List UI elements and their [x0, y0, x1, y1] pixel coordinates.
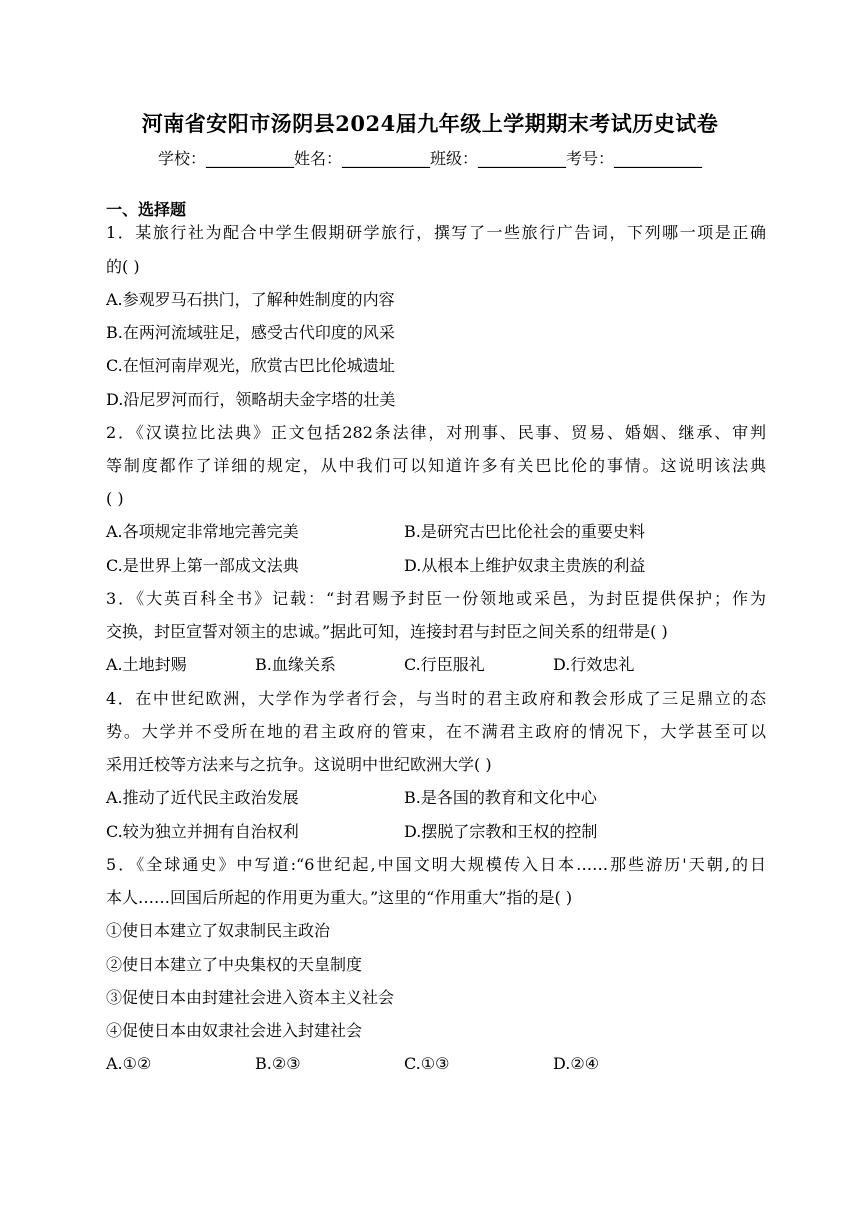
- question-5-line-1: 5．《全球通史》中写道:“6世纪起,中国文明大规模传入日本……那些游历'天朝,的日: [106, 855, 766, 874]
- student-info-line: [0, 146, 860, 169]
- question-4-option-c: C.较为独立并拥有自治权利: [106, 822, 299, 841]
- section-heading: 一、选择题: [106, 200, 187, 219]
- question-3-line-1: 3．《大英百科全书》记载：“封君赐予封臣一份领地或采邑，为封臣提供保护；作为: [106, 589, 766, 608]
- student-info-text: 学校：___________姓名：___________班级：___________考号：___________: [157, 149, 702, 168]
- question-3-option-d: D.行效忠礼: [553, 655, 635, 674]
- question-2-option-c: C.是世界上第一部成文法典: [106, 556, 299, 575]
- question-5-option-d: D.②④: [553, 1054, 600, 1073]
- question-4-line-3: 采用迁校等方法来与之抗争。这说明中世纪欧洲大学( ): [106, 755, 492, 774]
- question-4-option-b: B.是各国的教育和文化中心: [404, 788, 597, 807]
- question-5-line-2: 本人……回国后所起的作用更为重大。”这里的“作用重大”指的是( ): [106, 888, 573, 907]
- question-1-option-b: B.在两河流域驻足，感受古代印度的风采: [106, 323, 395, 342]
- question-3-option-c: C.行臣服礼: [404, 655, 485, 674]
- question-4-option-a: A.推动了近代民主政治发展: [106, 788, 299, 807]
- question-1-line-2: 的( ): [106, 257, 140, 276]
- question-5-item-1: ①使日本建立了奴隶制民主政治: [106, 921, 331, 940]
- question-5-item-2: ②使日本建立了中央集权的天皇制度: [106, 955, 363, 974]
- question-4-line-1: 4．在中世纪欧洲，大学作为学者行会，与当时的君主政府和教会形成了三足鼎立的态: [106, 689, 766, 708]
- question-5-option-b: B.②③: [255, 1054, 301, 1073]
- question-4-line-2: 势。大学并不受所在地的君主政府的管束，在不满君主政府的情况下，大学甚至可以: [106, 722, 766, 741]
- question-1-line-1: 1．某旅行社为配合中学生假期研学旅行，撰写了一些旅行广告词，下列哪一项是正确: [106, 223, 766, 242]
- question-3-option-b: B.血缘关系: [255, 655, 336, 674]
- question-5-item-4: ④促使日本由奴隶社会进入封建社会: [106, 1021, 363, 1040]
- question-5-option-c: C.①③: [404, 1054, 450, 1073]
- question-2-line-1: 2．《汉谟拉比法典》正文包括282条法律，对刑事、民事、贸易、婚姻、继承、审判: [106, 423, 766, 442]
- question-1-option-c: C.在恒河南岸观光，欣赏古巴比伦城遗址: [106, 356, 395, 375]
- question-4-option-d: D.摆脱了宗教和王权的控制: [404, 822, 598, 841]
- question-3-option-a: A.土地封赐: [106, 655, 187, 674]
- question-2-line-3: ( ): [106, 489, 124, 508]
- question-2-option-d: D.从根本上维护奴隶主贵族的利益: [404, 556, 646, 575]
- question-1-option-d: D.沿尼罗河而行，领略胡夫金字塔的壮美: [106, 390, 396, 409]
- question-1-option-a: A.参观罗马石拱门，了解种姓制度的内容: [106, 290, 395, 309]
- question-5-item-3: ③促使日本由封建社会进入资本主义社会: [106, 988, 395, 1007]
- question-5-option-a: A.①②: [106, 1054, 152, 1073]
- question-2-option-b: B.是研究古巴比伦社会的重要史料: [404, 522, 645, 541]
- exam-title: 河南省安阳市汤阴县2024届九年级上学期期末考试历史试卷: [141, 111, 719, 136]
- question-2-line-2: 等制度都作了详细的规定，从中我们可以知道许多有关巴比伦的事情。这说明该法典: [106, 456, 766, 475]
- question-3-line-2: 交换，封臣宣誓对领主的忠诚。”据此可知，连接封君与封臣之间关系的纽带是( ): [106, 622, 668, 641]
- question-2-option-a: A.各项规定非常地完善完美: [106, 522, 299, 541]
